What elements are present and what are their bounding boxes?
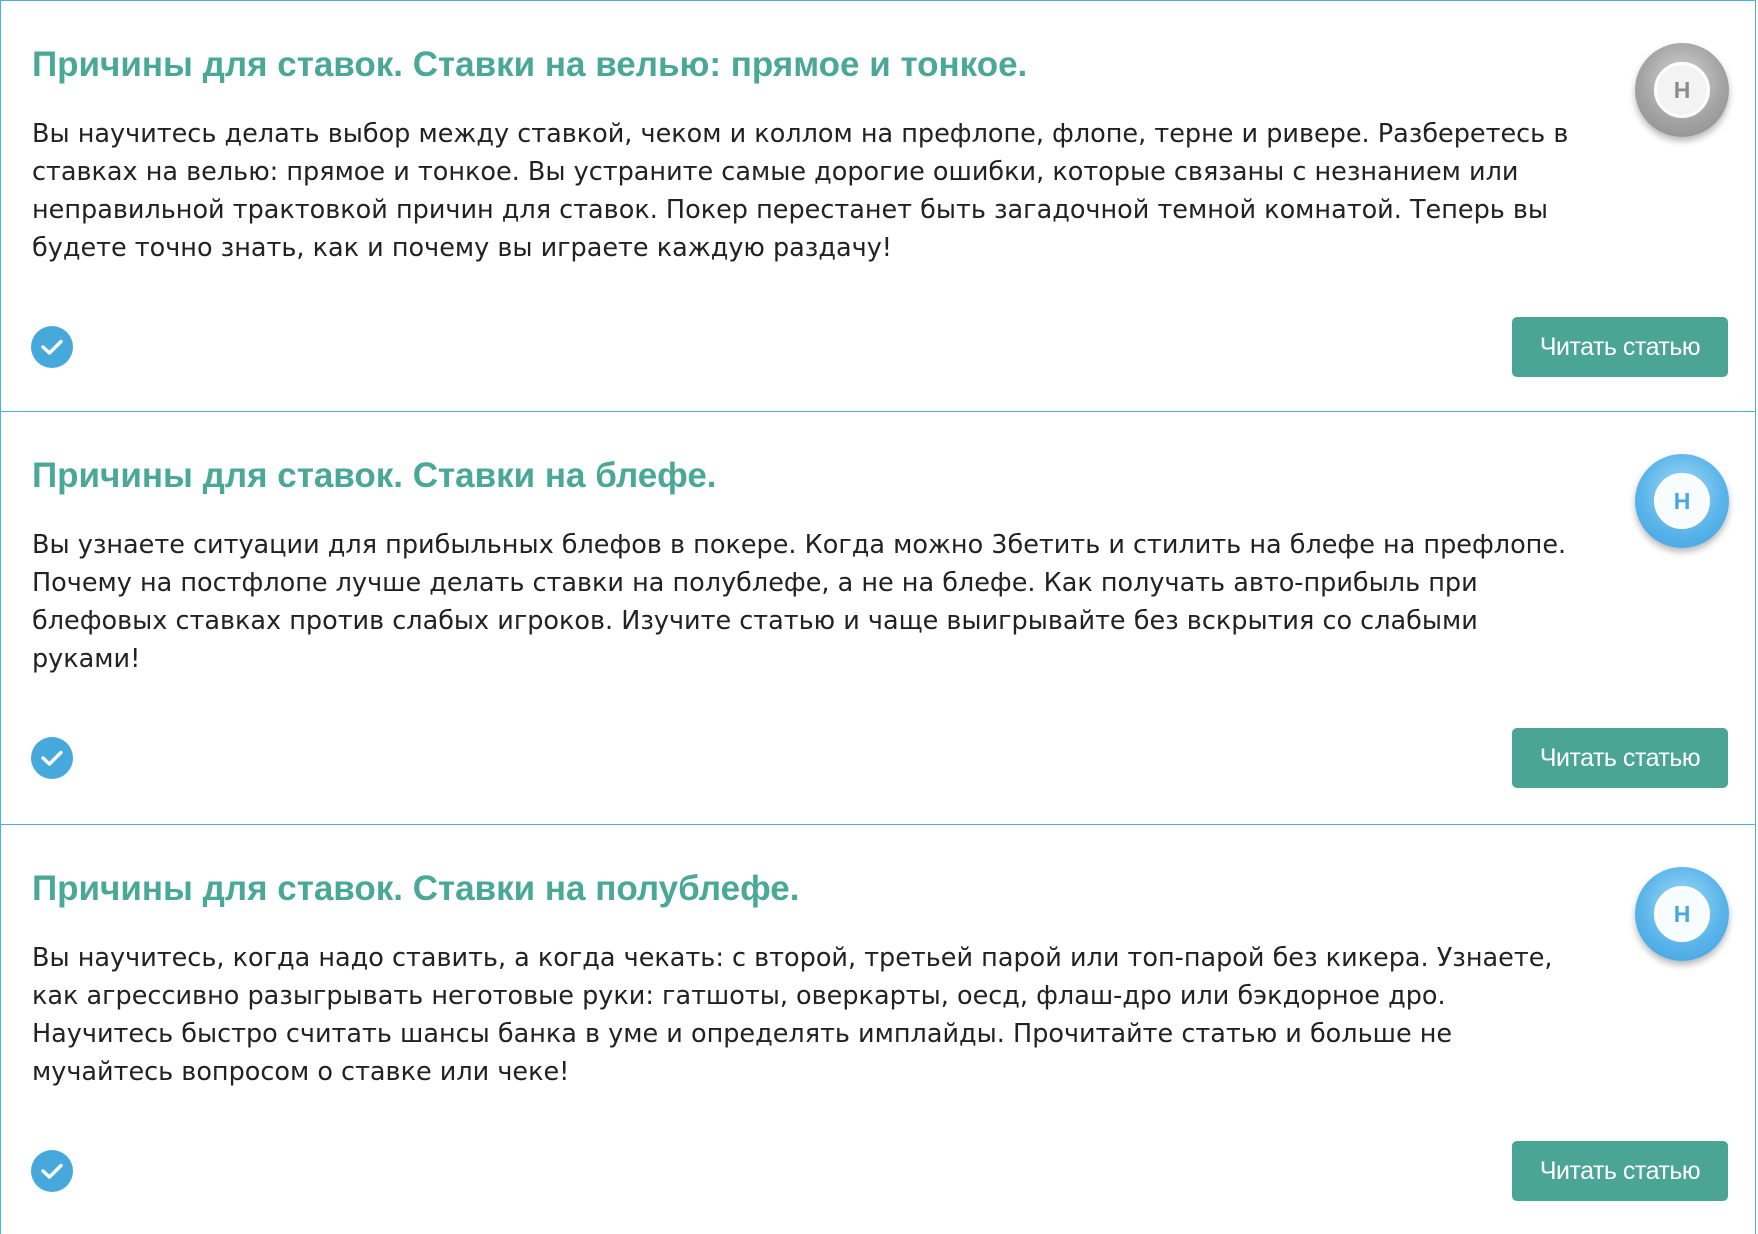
level-badge-inner [1654,62,1710,118]
article-title[interactable]: Причины для ставок. Ставки на велью: прямое и тонкое. [32,45,1028,84]
level-badge-inner [1654,473,1710,529]
read-article-button[interactable]: Читать статью [1512,1141,1728,1201]
check-circle-icon [31,737,73,779]
read-article-button[interactable]: Читать статью [1512,728,1728,788]
level-badge-icon [1635,43,1729,137]
article-card [0,0,1756,412]
article-card [0,825,1756,1234]
checkmark-icon [41,750,63,766]
level-letter: Н [1673,487,1691,514]
level-badge-inner [1654,886,1710,942]
level-letter: Н [1673,900,1691,927]
level-letter: Н [1673,76,1691,103]
article-description: Вы научитесь делать выбор между ставкой, чеком и коллом на префлопе, флопе, терне и ривере. Разберетесь в ставках на велью: прямое и тонкое. Вы устраните самые дорогие ошибки, которые связаны с незнанием или неправильной трактовкой причин для ставок. Покер перестанет быть загадочной темной комнатой. Теперь вы будете точно знать, как и почему вы играете каждую раздачу! [32,119,1569,263]
article-title[interactable]: Причины для ставок. Ставки на блефе. [32,456,717,495]
checkmark-icon [41,1163,63,1179]
article-card [0,412,1756,825]
read-article-button[interactable]: Читать статью [1512,317,1728,377]
check-circle-icon [31,1150,73,1192]
article-description: Вы научитесь, когда надо ставить, а когда чекать: с второй, третьей парой или топ-парой без кикера. Узнаете, как агрессивно разыгрывать неготовые руки: гатшоты, оверкарты, оесд, флаш-дро или бэкдорное дро. Научитесь быстро считать шансы банка в уме и определять имплайды. Прочитайте статью и больше не мучайтесь вопросом о ставке или чеке! [32,943,1553,1087]
level-badge-icon [1635,867,1729,961]
checkmark-icon [41,339,63,355]
check-circle-icon [31,326,73,368]
article-description: Вы узнаете ситуации для прибыльных блефов в покере. Когда можно 3бетить и стилить на блефе на префлопе. Почему на постфлопе лучше делать ставки на полублефе, а не на блефе. Как получать авто-прибыль при блефовых ставках против слабых игроков. Изучите статью и чаще выигрывайте без вскрытия со слабыми руками! [32,530,1567,674]
level-badge-icon [1635,454,1729,548]
article-title[interactable]: Причины для ставок. Ставки на полублефе. [32,869,800,908]
